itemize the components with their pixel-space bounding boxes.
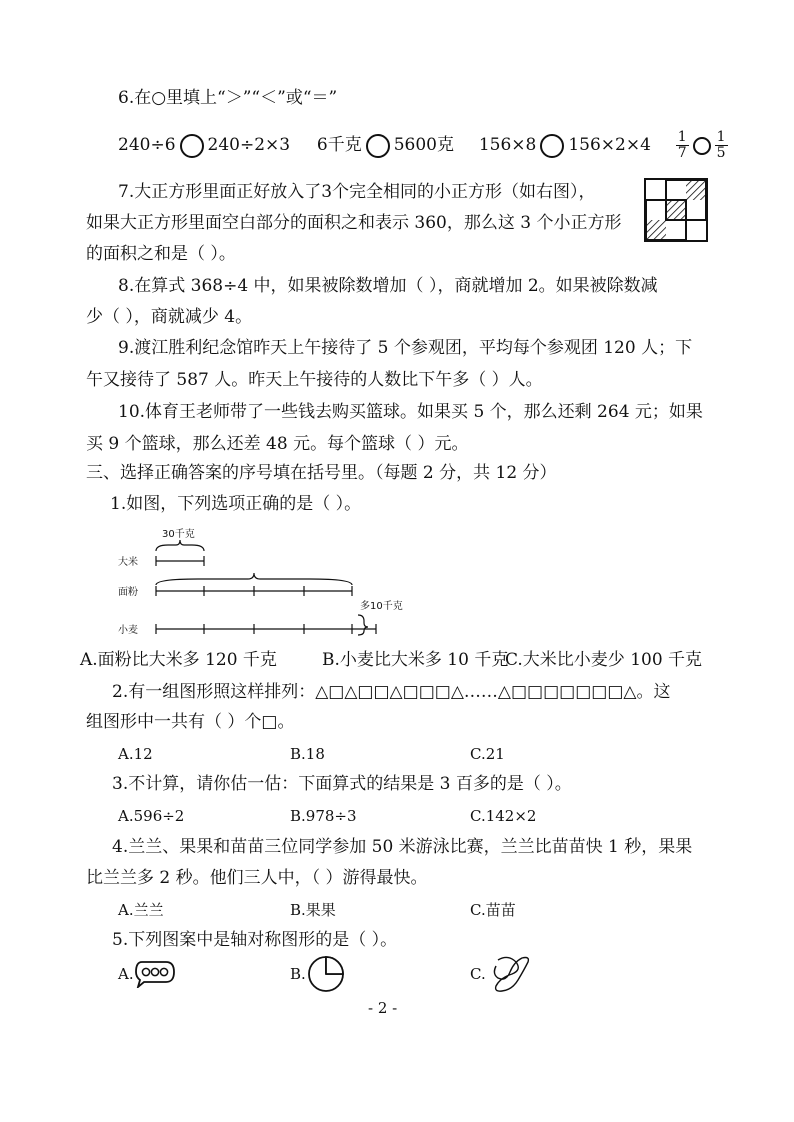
c3-stem: 3.不计算，请你估一估：下面算式的结果是 3 百多的是（ ）。 [112,774,572,794]
speech-bubble-icon[interactable] [134,958,176,988]
q6-item3-left: 156×8 [478,135,537,155]
c3-option-c[interactable]: C.142×2 [470,807,537,825]
q9-line1: 9.渡江胜利纪念馆昨天上午接待了 5 个参观团，平均每个参观团 120 人；下 [118,338,693,358]
c3-option-a[interactable]: A.596÷2 [118,807,185,825]
c3-option-b[interactable]: B.978÷3 [290,807,357,825]
c5-option-a[interactable]: A. [118,965,134,983]
pie-segment-icon[interactable] [306,954,346,994]
diagram-row-wheat: 小麦 [118,625,138,636]
q9-line2: 午又接待了 587 人。昨天上午接待的人数比下午多（ ）人。 [86,370,543,390]
q7-line2: 如果大正方形里面空白部分的面积之和表示 360，那么这 3 个小正方形 [86,213,622,233]
q6-item2-left: 6千克 [316,135,362,155]
c1-option-c[interactable]: C.大米比小麦少 100 千克 [505,650,703,670]
compare-circle-1[interactable] [180,134,204,158]
q6-items [118,130,728,161]
q8-line2: 少（ ），商就减少 4。 [86,307,253,327]
c4-line1: 4.兰兰、果果和苗苗三位同学参加 50 米游泳比赛，兰兰比苗苗快 1 秒，果果 [112,837,693,857]
c1-option-b[interactable]: B.小麦比大米多 10 千克 [322,650,509,670]
c4-option-b[interactable]: B.果果 [290,901,336,919]
q8-line1: 8.在算式 368÷4 中，如果被除数增加（ ），商就增加 2。如果被除数减 [118,276,658,296]
section3-title: 三、选择正确答案的序号填在括号里。（每题 2 分，共 12 分） [86,463,557,483]
q6-title: 6.在○里填上“＞”“＜”或“＝” [118,88,338,108]
q6-item1-left: 240÷6 [118,135,176,155]
diagram-row-rice: 大米 [118,557,138,568]
knot-curve-icon[interactable] [488,952,532,994]
c4-option-c[interactable]: C.苗苗 [470,901,516,919]
q10-line1: 10.体育王老师带了一些钱去购买篮球。如果买 5 个，那么还剩 264 元；如果 [118,402,703,422]
q7-line1: 7.大正方形里面正好放入了3个完全相同的小正方形（如右图）， [118,182,596,202]
c2-option-b[interactable]: B.18 [290,745,325,763]
c1-stem: 1.如图，下列选项正确的是（ ）。 [110,494,362,514]
square-diagram [644,178,708,242]
diagram-label-more: 多10千克 [360,601,403,612]
c2-line2: 组图形中一共有（ ）个□。 [86,712,295,732]
q10-line2: 买 9 个篮球，那么还差 48 元。每个篮球（ ）元。 [86,434,469,454]
c5-option-c[interactable]: C. [470,965,486,983]
page-number: - 2 - [368,999,398,1017]
c2-option-a[interactable]: A.12 [118,745,153,763]
diagram-row-flour: 面粉 [118,587,138,598]
c4-option-a[interactable]: A.兰兰 [118,901,164,919]
fraction-a: $\frac{1}{7}$ [677,129,687,161]
c4-line2: 比兰兰多 2 秒。他们三人中，（ ）游得最快。 [86,868,428,888]
c2-option-c[interactable]: C.21 [470,745,505,763]
c5-option-b[interactable]: B. [290,965,306,983]
diagram-label-top: 30千克 [162,529,195,540]
q7-line3: 的面积之和是（ ）。 [86,244,236,264]
bar-diagram [118,523,418,643]
c1-option-a[interactable]: A.面粉比大米多 120 千克 [80,650,277,670]
compare-circle-3[interactable] [540,134,564,158]
fraction-b: $\frac{1}{5}$ [716,129,726,161]
q6-item2-right: 5600克 [393,135,454,155]
c2-line1: 2.有一组图形照这样排列：△□△□□△□□□△……△□□□□□□□△。这 [112,682,671,702]
q6-item1-right: 240÷2×3 [207,135,291,155]
c5-stem: 5.下列图案中是轴对称图形的是（ ）。 [112,930,398,950]
compare-circle-2[interactable] [366,134,390,158]
q6-item3-right: 156×2×4 [568,135,651,155]
compare-circle-4[interactable] [693,137,711,155]
